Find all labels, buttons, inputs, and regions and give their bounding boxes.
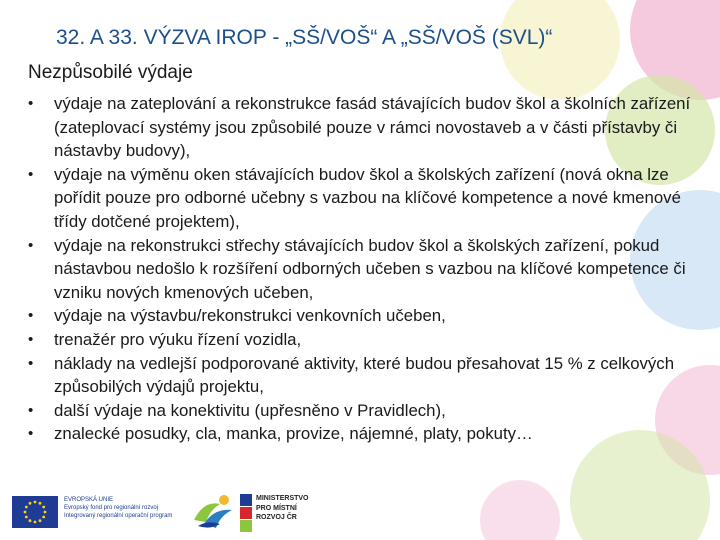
footer-logos <box>0 488 720 540</box>
section-heading: Nezpůsobilé výdaje <box>28 62 193 83</box>
irop-logo-icon <box>190 490 238 534</box>
bullet-icon: • <box>28 236 34 254</box>
bullet-icon: • <box>28 95 34 112</box>
list-item: • výdaje na výstavbu/rekonstrukci venkovních učeben, <box>24 304 696 328</box>
bullet-icon: • <box>28 330 34 348</box>
bullet-icon: • <box>28 354 34 372</box>
list-item: • náklady na vedlejší podporované aktivity, které budou přesahovat 15 % z celkových způsobilých výdajů projektu, <box>28 353 675 397</box>
list-item: • výdaje na rekonstrukci střechy stávajících budov škol a školských zařízení, pokud nástavbou nedošlo k rozšíření odborných učeben s vazbou na klíčové kompetence či vzniku nových kmenových učeben, <box>28 235 686 302</box>
list-item: • trenažér pro výuku řízení vozidla, <box>24 328 696 352</box>
bullet-icon: • <box>28 307 34 325</box>
eu-flag-icon <box>12 496 58 528</box>
list-item: • výdaje na výměnu oken stávajících budov škol a školských zařízení (nová okna lze pořídit pouze pro odborné učebny s vazbou na klíčové kompetence a nové kmenové třídy dotčené projektem), <box>28 164 681 231</box>
list-item: • další výdaje na konektivitu (upřesněno v Pravidlech), <box>24 399 696 423</box>
bullet-icon: • <box>28 165 34 183</box>
bullet-icon: • <box>28 401 34 419</box>
list-item: • výdaje na zateplování a rekonstrukce fasád stávajících budov škol a školních zařízení (zateplovací systémy jsou způsobilé pouze v rámci novostaveb a v části přístavby či nástavby budovy), <box>28 94 691 161</box>
ministry-text: MINISTERSTVO PRO MÍSTNÍ ROZVOJ ČR <box>256 495 309 521</box>
page-title: 32. A 33. VÝZVA IROP - „SŠ/VOŠ“ A „SŠ/VOŠ (SVL)“ <box>56 26 553 49</box>
bullet-icon: • <box>28 425 34 443</box>
list-item: • znalecké posudky, cla, manka, provize, nájemné, platy, pokuty… <box>24 422 696 446</box>
eu-program-text: EVROPSKÁ UNIE Evropský fond pro regionální rozvoj Integrovaný regionální operační program <box>64 497 173 519</box>
bullet-list <box>24 92 696 446</box>
ministry-logo-icon <box>240 494 252 532</box>
